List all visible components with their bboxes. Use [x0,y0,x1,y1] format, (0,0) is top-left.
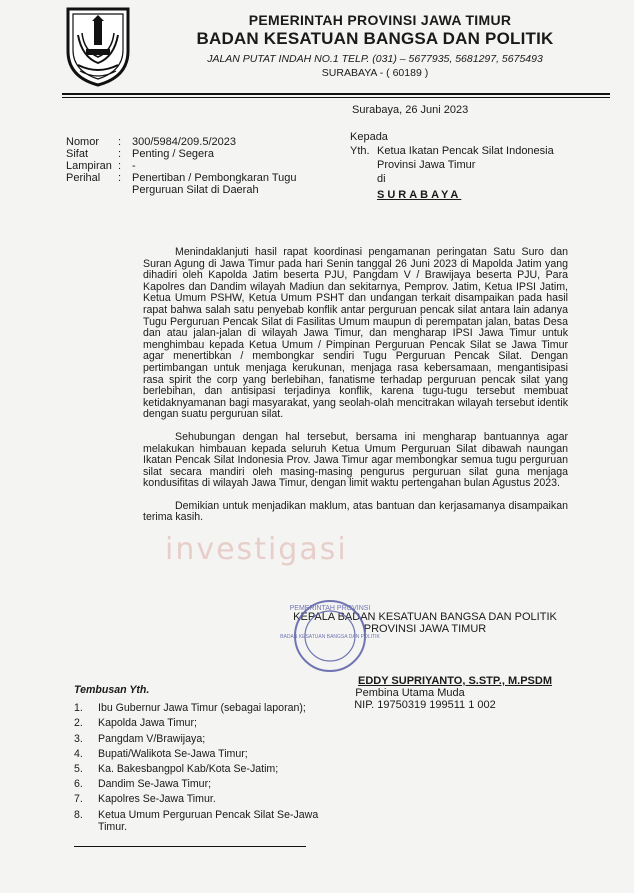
meta-colon: : [118,172,122,184]
body-paragraph-1: Menindaklanjuti hasil rapat koordinasi pengamanan peringatan Satu Suro dan Suran Agung di Jawa Timur pada hari Senin tanggal 26 Juni 2023 di Mapolda Jatim yang dihadiri oleh Kapolda Jatim beserta PJU, Pangdam V / Brawijaya beserta PJU, Para Kapolres dan Dandim wilayah Madiun dan sekitarnya, Pemprov. Jatim, Ketua IPSI Jatim, Ketua Umum PSHW, Ketua Umum PSHT dan undangan terkait disampaikan pada hasil rapat bahwa salah satu penyebab konflik antar perguruan pencak silat antara lain adanya Tugu Perguruan Pencak Silat di Fasilitas Umum maupun di perempatan jalan, batas Desa dan atau jalan-jalan di wilayah Jawa Timur, dan mengharap IPSI Jawa Timur untuk menghimbau kepada Ketua Umum / Pimpinan Perguruan Pencak Silat se Jawa Timur agar menertibkan / membongkar sendiri Tugu Perguruan Pencak Silat. Dengan pertimbangan untuk menjaga kerukunan, menjaga rasa kebersamaan, mengantisipasi rasa spirit the corp yang berlebihan, fanatisme terhadap perguruan pencak silat yang berlebihan, dan antisipasi terjadinya konflik, karena tugu-tugu tersebut membuat ketidaknyamanan bagi masyarakat, yang seolah-olah mencitrakan wilayah tersebut identik dengan suatu perguruan silat. [143,246,568,421]
signature-office-province: PROVINSI JAWA TIMUR [363,623,487,635]
cc-item [74,763,334,775]
cc-item-number: 4. [74,747,83,760]
cc-item-text: Kapolda Jawa Timur; [98,717,197,730]
letterhead-government: PEMERINTAH PROVINSI JAWA TIMUR [248,12,512,28]
cc-item-number: 2. [74,717,83,730]
cc-items [74,702,334,833]
body-paragraph-3: Demikian untuk menjadikan maklum, atas bantuan dan kerjasamanya disampaikan terima kasih. [143,499,568,524]
cc-item-text: Dandim Se-Jawa Timur; [98,778,212,791]
letter-date: Surabaya, 26 Juni 2023 [352,104,469,116]
cc-item [74,793,334,805]
cc-item-text: Ketua Umum Perguruan Pencak Silat Se-Jawa Timur. [98,808,319,833]
letterhead [140,12,610,79]
recipient-di: di [377,173,386,185]
meta-colon: : [118,160,122,172]
meta-colon: : [118,136,122,148]
meta-value: Penertiban / Pembongkaran Tugu Perguruan Silat di Daerah [132,172,297,196]
meta-label: Lampiran [66,160,112,172]
stamp-center-text: BADAN KESATUAN BANGSA DAN POLITIK [280,634,380,640]
cc-item-number: 5. [74,763,83,776]
provincial-emblem-logo [64,5,132,87]
meta-label: Sifat [66,148,89,160]
cc-item-number: 6. [74,778,83,791]
recipient-kepada: Kepada [350,131,388,143]
cc-item-number: 3. [74,732,83,745]
meta-value: Penting / Segera [132,148,214,160]
letterhead-agency: BADAN KESATUAN BANGSA DAN POLITIK [196,29,554,48]
cc-item-text: Ka. Bakesbangpol Kab/Kota Se-Jatim; [98,763,279,776]
cc-item-text: Kapolres Se-Jawa Timur. [98,793,216,806]
cc-item [74,748,334,760]
recipient-yth: Yth. [350,145,370,157]
cc-item-text: Ibu Gubernur Jawa Timur (sebagai laporan); [98,702,306,715]
recipient-destination: Ketua Ikatan Pencak Silat Indonesia Provinsi Jawa Timur [377,145,554,171]
body-paragraph-2: Sehubungan dengan hal tersebut, bersama ini mengharap bantuannya agar melakukan himbauan kepada seluruh Ketua Umum Perguruan Silat dibawah naungan Ikatan Pencak Silat Indonesia Prov. Jawa Timur agar membongkar semua tugu perguruan silat secara mandiri oleh masing-masing pengurus perguruan silat guna menjaga kondusifitas di wilayah Jawa Timur, dengan limit waktu pertengahan bulan Agustus 2023. [143,430,568,490]
cc-item-text: Pangdam V/Brawijaya; [98,732,206,745]
signature-office: KEPALA BADAN KESATUAN BANGSA DAN POLITIK [293,611,557,623]
cc-list [74,684,334,836]
letterhead-city: SURABAYA - ( 60189 ) [321,67,429,79]
cc-title: Tembusan Yth. [74,684,150,696]
stamp-ring-text: PEMERINTAH PROVINSI [289,605,371,612]
signature-nip: NIP. 19750319 199511 1 002 [354,699,496,711]
meta-value: 300/5984/209.5/2023 [132,136,236,148]
meta-label: Nomor [66,136,100,148]
meta-label: Perihal [66,172,101,184]
official-stamp [280,598,380,674]
letterhead-rule-thin [62,97,610,98]
letterhead-address: JALAN PUTAT INDAH NO.1 TELP. (031) – 5677935, 5681297, 5675493 [207,53,543,65]
signature-rank: Pembina Utama Muda [355,687,465,699]
cc-item [74,733,334,745]
cc-item-number: 7. [74,793,83,806]
cc-item [74,717,334,729]
cc-divider [74,846,306,847]
letterhead-rule-thick [62,93,610,95]
recipient-block [350,130,554,201]
cc-item [74,778,334,790]
meta-colon: : [118,148,122,160]
cc-item-number: 1. [74,702,83,715]
letter-body [143,247,568,535]
recipient-city: SURABAYA [377,189,462,201]
cc-item [74,809,334,833]
signature-name: EDDY SUPRIYANTO, S.STP., M.PSDM [358,675,552,687]
cc-item-text: Bupati/Walikota Se-Jawa Timur; [98,747,248,760]
meta-value: - [132,160,136,172]
cc-item-number: 8. [74,808,83,821]
watermark: investigasi [165,532,348,567]
cc-item [74,702,334,714]
